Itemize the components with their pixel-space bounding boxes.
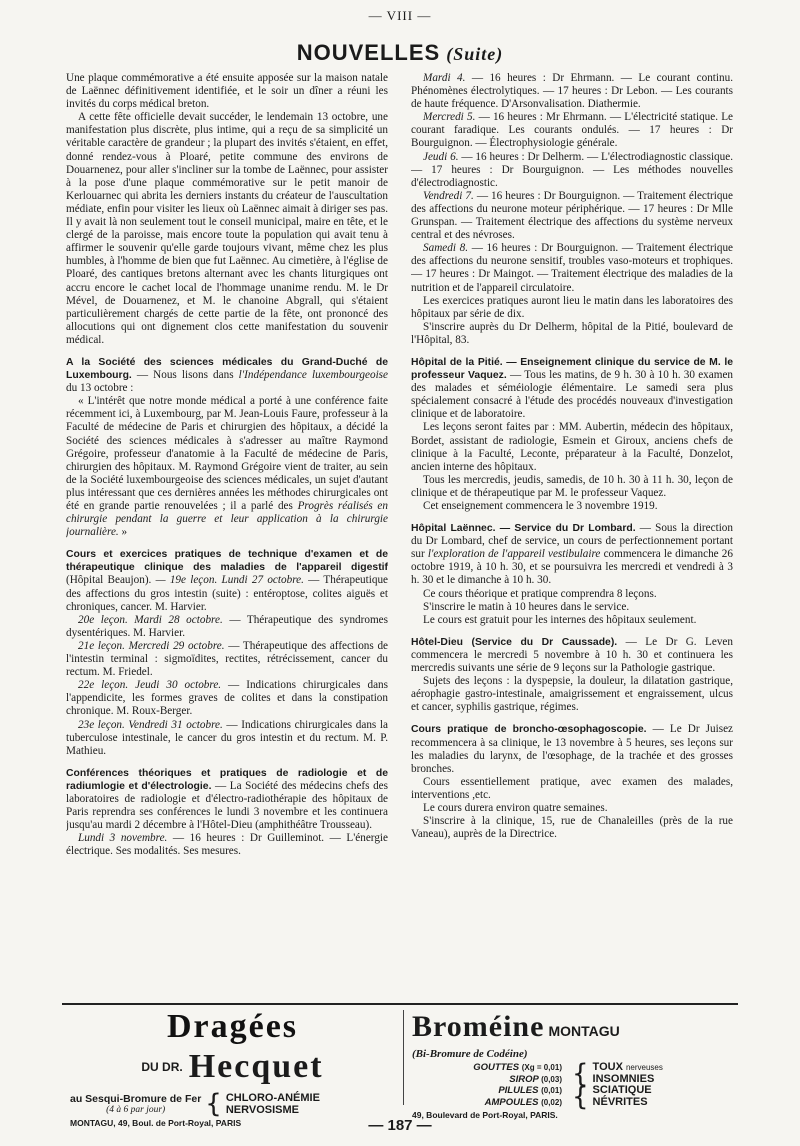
item-heading: A la Société des sciences médicales du Grand-Duché de Luxembourg. xyxy=(66,356,388,382)
schedule-entry: Mardi 4. — 16 heures : Dr Ehrmann. — Le courant continu. Phénomènes électrolytiques. — 17 heures : Dr Lebon. — Les courants de haute fréquence. D'Arsonvalisation. Diathermie. xyxy=(411,72,733,111)
quotation: « L'intérêt que notre monde médical a porté à une conférence faite récemment ici, à Luxembourg, par M. Jean-Louis Faure, professeur à la Faculté de médecine de Paris et chirurgien des hôpitaux, a décidé la Société des sciences médicales à s'adresser au maître Raymond Grégoire, professeur d'anatomie à la Faculté de médecine de Paris, chirurgien des hôpitaux. M. Raymond Grégoire vient de traiter, au sein de la Société luxembourgeoise des sciences médicales, un sujet d'autant plus intéressant que ces dernières années les méthodes chirurgicales ont été en grande partie renouvelées ; il a parlé des Progrès réalisés en chirurgie pendant la guerre et leur application à la chirurgie journalière. » xyxy=(66,395,388,539)
paragraph: Le cours est gratuit pour les internes des hôpitaux seulement. xyxy=(423,613,697,626)
ad-details xyxy=(412,1058,742,1112)
lesson-entry: 23e leçon. Vendredi 31 octobre. — Indications chirurgicales dans la tuberculose intestinale, le cancer du gros intestin et du rectum. M. P. Mathieu. xyxy=(66,718,388,757)
paragraph: Les exercices pratiques auront lieu le matin dans les laboratoires des hôpitaux par série de dix. xyxy=(411,294,733,320)
ad-subtitle: (Bi-Bromure de Codéine) xyxy=(412,1048,528,1060)
paragraph: S'inscrire auprès du Dr Delherm, hôpital de la Pitié, boulevard de l'Hôpital, 83. xyxy=(411,320,733,346)
paragraph: S'inscrire à la clinique, 15, rue de Chanaleilles (près de la rue Vaneau), auprès de la Directrice. xyxy=(411,815,733,841)
brace-icon: { xyxy=(572,1081,589,1112)
ad-column-divider xyxy=(403,1010,404,1105)
ad-address: MONTAGU, 49, Boul. de Port-Royal, PARIS xyxy=(70,1118,242,1128)
item-heading: Cours et exercices pratiques de technique d'examen et de thérapeutique clinique des maladies de l'appareil digestif xyxy=(66,549,388,574)
paragraph: Les leçons seront faites par : MM. Aubertin, médecin des hôpitaux, Bordet, assistant de radiologie, Esmein et Giroux, anciens chefs de clinique à la Faculté, Leconte, préparateur à la Faculté, Donzelot, ancien interne des hôpitaux. xyxy=(411,421,733,473)
ad-composition: au Sesqui-Bromure de Fer (4 à 6 par jour) xyxy=(70,1093,202,1115)
paragraph: Une plaque commémorative a été ensuite apposée sur la maison natale de Laënnec définitivement identifiée, et le soir un dîner a réuni les invités du corps médical breton. xyxy=(66,72,388,111)
advertisement-bromeine xyxy=(412,1010,742,1120)
folio: — VIII — xyxy=(368,8,432,23)
paragraph: Le cours durera environ quatre semaines. xyxy=(423,801,608,814)
paragraph: Cet enseignement commencera le 3 novembre 1919. xyxy=(423,500,658,512)
schedule-entry: Vendredi 7. — 16 heures : Dr Bourguignon. — Traitement électrique des affections du neurone moteur périphérique. — 17 heures : Dr Mlle Grunspan. — Traitement électrique des affections du système nerveux central et des névroses. xyxy=(411,189,733,242)
paragraph: Sujets des leçons : la dyspepsie, la douleur, la dilatation gastrique, aérophagie gastro-intestinale, amaigrissement et engraissement, ulcus et cancer, syphilis gastrique, régimes. xyxy=(411,675,733,714)
left-column xyxy=(66,72,388,994)
brace-icon: { xyxy=(205,1089,222,1119)
paragraph: Cours essentiellement pratique, avec examen des malades, interventions ,etc. xyxy=(411,775,733,801)
ad-brand-line1: Dragées xyxy=(166,1008,299,1045)
title-suite: (Suite) xyxy=(446,44,504,64)
advertisement-dragees-hecquet xyxy=(70,1008,395,1128)
paragraph: S'inscrire le matin à 10 heures dans le service. xyxy=(423,600,630,613)
news-item-luxembourg: A la Société des sciences médicales du Grand-Duché de Luxembourg. — Nous lisons dans l'Indépendance luxembourgeoise du 13 octobre : xyxy=(66,356,388,395)
title-main: NOUVELLES xyxy=(296,40,441,65)
schedule-entry: Samedi 8. — 16 heures : Dr Bourguignon. — Traitement électrique des affections du neurone sensitif, troubles vaso-moteurs et trophiques. — 17 heures : Dr Maingot. — Traitement électrique des maladies de la nutrition et de l'appareil circulatoire. xyxy=(411,242,733,294)
schedule-entry: Mercredi 5. — 16 heures : Mr Ehrmann. — L'électricité statique. Le courant faradique. Les courants ondulés. — 17 heures : Dr Bourguignon. — Électrophysiologie générale. xyxy=(411,111,733,150)
ad-forms: GOUTTES (Xg = 0,01) SIROP (0,03) PILULES (0,01) AMPOULES (0,02) xyxy=(473,1062,562,1108)
news-item-pitie: Hôpital de la Pitié. — Enseignement clinique du service de M. le professeur Vaquez. — Tous les matins, de 9 h. 30 à 10 h. 30 examen des malades et séméiologie élémentaire. Le samedi sera plus spécialement consacré à l'étude des procédés nouveaux d'investigation clinique et de laboratoire. xyxy=(411,356,733,421)
news-item-cours-technique: Cours et exercices pratiques de technique d'examen et de thérapeutique clinique des maladies de l'appareil digestif (Hôpital Beaujon). — 19e leçon. Lundi 27 octobre. — Thérapeutique des affections du gros intestin (suite) : entéroptose, colites aiguës et chroniques, cancer. M. Harvier. xyxy=(66,549,388,613)
right-column xyxy=(411,72,733,994)
item-heading: Cours pratique de broncho-œsophagoscopie. xyxy=(411,724,647,736)
ad-divider xyxy=(62,1003,738,1005)
news-item-broncho: Cours pratique de broncho-œsophagoscopie. — Le Dr Juisez recommencera à sa clinique, le 13 novembre à 5 heures, ses leçons sur les maladies du larynx, de l'œsophage, de la trachée et des grosses bronches. xyxy=(411,723,733,775)
paragraph: A cette fête officielle devait succéder, le lendemain 13 octobre, une manifestation plus discrète, plus intime, qui a reçu de sa simplicité un véritable caractère de grandeur ; la plupart des invités s'étaient, en effet, donné rendez-vous à Ploaré, petite commune des environs de Douarnenez, pour aller s'incliner sur la tombe de Laënnec, pour assister à la pose d'une plaque commémorative sur le petit manoir de Kerlouarnec qui abrita les derniers instants du créateur de l'auscultation médiate, enfin pour visiter les lieux où Laënnec aimait à diriger ses pas. Il y avait là non seulement tout le conseil municipal, maire en tête, et le clergé de la paroisse, mais encore toute la population qui avait tenu à affirmer le souvenir qu'elle garde toujours vivant, même chez les plus humbles, à l'homme de bien que fut Laënnec. Au cimetière, à l'église de Ploaré, des cantiques bretons alternant avec les chants liturgiques ont accru encore le cachet local de l'hommage unanime rendu. M. le Dr Mével, de Douarnenez, et M. le chanoine Abgrall, qui s'étaient particulièrement chargés de cette partie de la fête, ont prononcé des allocutions qui ont dignement clos cette manifestation du souvenir médical. xyxy=(66,111,388,346)
item-heading: Hôtel-Dieu (Service du Dr Caussade). xyxy=(411,636,618,648)
news-item-laennec: Hôpital Laënnec. — Service du Dr Lombard. — Sous la direction du Dr Lombard, chef de service, un cours de perfectionnement portant sur l'exploration de l'appareil vestibulaire commencera le dimanche 26 octobre 1919, à 10 h. 30, et se poursuivra les mercredi et vendredi à 3 h. 30 et le dimanche à 10 h. 30. xyxy=(411,522,733,587)
lesson-entry: 21e leçon. Mercredi 29 octobre. — Thérapeutique des affections de l'intestin terminal : sigmoïdites, rectites, rétrécissement, cancer du rectum. M. Friedel. xyxy=(66,639,388,679)
ad-details xyxy=(70,1089,395,1119)
ad-brand: Broméine MONTAGU xyxy=(412,1010,620,1043)
item-heading: Hôpital Laënnec. — Service du Dr Lombard. xyxy=(411,523,636,535)
paragraph: Tous les mercredis, jeudis, samedis, de 10 h. 30 à 11 h. 30, leçon de clinique et de thérapeutique par M. le professeur Vaquez. xyxy=(411,473,733,499)
paragraph: Ce cours théorique et pratique comprendra 8 leçons. xyxy=(423,587,657,600)
page-number: — 187 — xyxy=(368,1117,432,1134)
ad-indications: CHLORO-ANÉMIE NERVOSISME xyxy=(225,1092,320,1116)
news-item-conferences: Conférences théoriques et pratiques de radiologie et de radiumlogie et d'électrologie. — La Société des médecins chefs des laboratoires de radiologie et d'électro-radiothérapie des hôpitaux de Paris reprendra ses conférences le lundi 3 novembre et les continuera jusqu'au mardi 2 décembre à l'Hôtel-Dieu (amphithéâtre Trousseau). xyxy=(66,767,388,832)
ad-indications: { TOUX nerveuses INSOMNIES { SCIATIQUE NÉVRITES xyxy=(572,1058,663,1112)
lesson-entry: Lundi 3 novembre. — 16 heures : Dr Guilleminot. — L'énergie électrique. Ses modalités. Ses mesures. xyxy=(66,832,388,858)
lesson-entry: 20e leçon. Mardi 28 octobre. — Thérapeutique des syndromes dysentériques. M. Harvier. xyxy=(66,613,388,639)
item-heading: Conférences théoriques et pratiques de radiologie et de radiumlogie et d'électrologie. xyxy=(66,767,388,792)
page-title xyxy=(0,40,800,66)
brace-icon: { xyxy=(572,1058,589,1089)
ad-address: 49, Boulevard de Port-Royal, PARIS. xyxy=(412,1110,558,1120)
news-item-hoteldieu: Hôtel-Dieu (Service du Dr Caussade). — Le Dr G. Leven commencera le mercredi 5 novembre à 10 h. 30 et continuera les mercredis suivants une série de 9 leçons sur la Pathologie gastrique. xyxy=(411,635,733,675)
ad-brand-line2: DU DR. Hecquet xyxy=(141,1048,324,1085)
schedule-entry: Jeudi 6. — 16 heures : Dr Delherm. — L'électrodiagnostic classique. — 17 heures : Dr Bourguignon. — Les méthodes nouvelles d'électrodiagnostic. xyxy=(411,150,733,189)
lesson-entry: 22e leçon. Jeudi 30 octobre. — Indications chirurgicales dans l'appendicite, les formes graves de colites et dans la constipation chronique. M. Roux-Berger. xyxy=(66,679,388,718)
item-heading: Hôpital de la Pitié. — Enseignement clinique du service de M. le professeur Vaquez. xyxy=(411,356,733,382)
